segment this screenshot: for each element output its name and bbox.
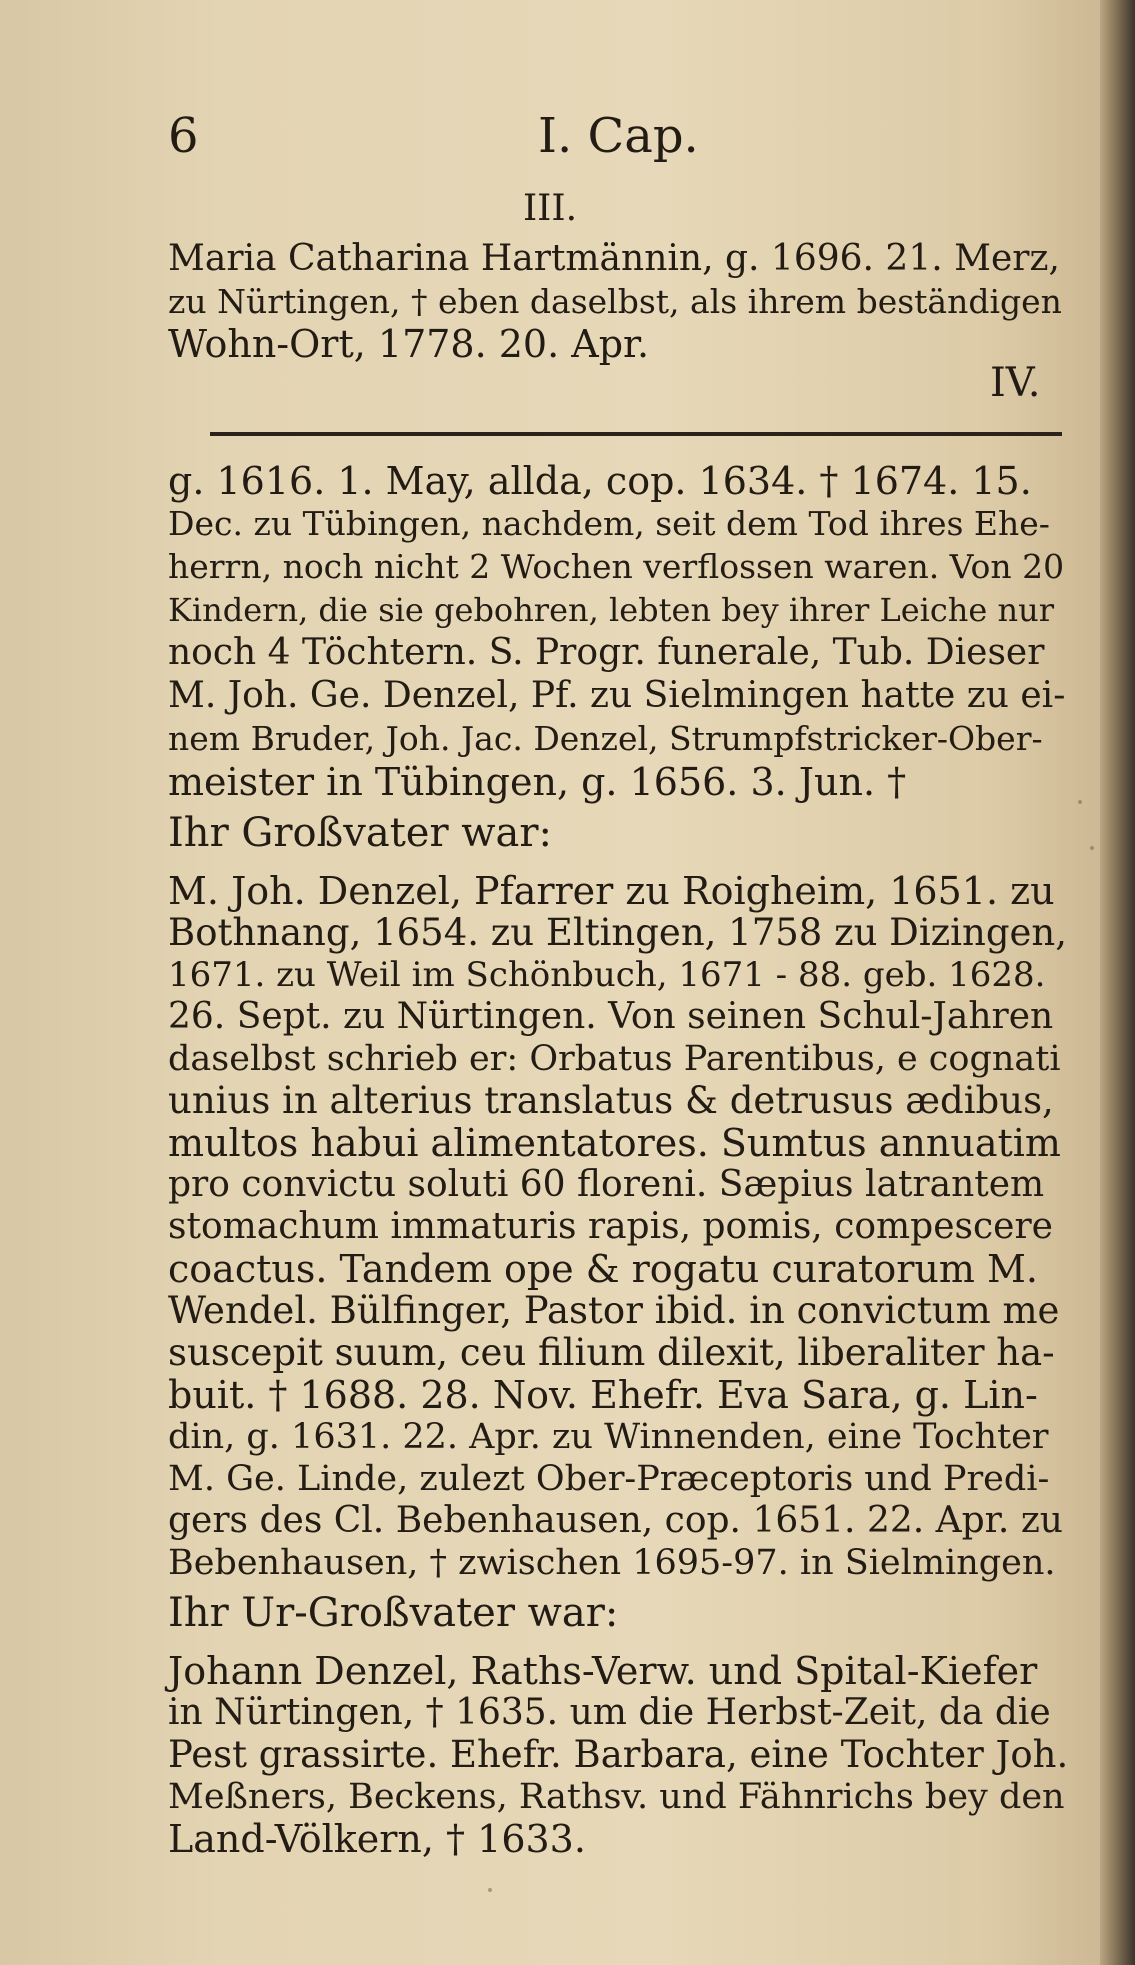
text-line: Maria Catharina Hartmännin, g. 1696. 21. Merz, [168, 238, 1060, 279]
text-line: Pest grassirte. Ehefr. Barbara, eine Tochter Joh. [168, 1733, 1069, 1776]
text-line: Kindern, die sie gebohren, lebten bey ihrer Leiche nur [168, 591, 1055, 629]
grandfather-heading: Ihr Großvater war: [168, 810, 552, 856]
text-line: multos habui alimentatores. Sumtus annuatim [168, 1121, 1061, 1165]
text-line: Land-Völkern, † 1633. [168, 1817, 586, 1861]
section-numeral-iv: IV. [990, 360, 1041, 406]
text-line: nem Bruder, Joh. Jac. Denzel, Strumpfstricker-Ober- [168, 719, 1043, 758]
text-line: gers des Cl. Bebenhausen, cop. 1651. 22. Apr. zu [168, 1500, 1063, 1541]
text-line: coactus. Tandem ope & rogatu curatorum M. [168, 1247, 1038, 1291]
section-numeral-iii: III. [522, 188, 578, 229]
text-line: buit. † 1688. 28. Nov. Ehefr. Eva Sara, g. Lin- [168, 1373, 1038, 1417]
text-line: stomachum immaturis rapis, pomis, compescere [168, 1206, 1053, 1247]
paper-speck [1078, 800, 1082, 804]
chapter-heading: I. Cap. [538, 108, 699, 164]
text-line: Bebenhausen, † zwischen 1695-97. in Sielmingen. [168, 1543, 1056, 1583]
text-line: M. Joh. Denzel, Pfarrer zu Roigheim, 1651. zu [168, 869, 1055, 913]
text-line: Wendel. Bülfinger, Pastor ibid. in convictum me [168, 1289, 1060, 1332]
text-line: herrn, noch nicht 2 Wochen verflossen waren. Von 20 [168, 547, 1065, 586]
text-line: meister in Tübingen, g. 1656. 3. Jun. † [168, 760, 907, 804]
text-line: Johann Denzel, Raths-Verw. und Spital-Kiefer [168, 1649, 1038, 1693]
paper-speck [488, 1888, 492, 1892]
page-number: 6 [168, 108, 199, 164]
text-line: suscepit suum, ceu filium dilexit, liberaliter ha- [168, 1331, 1055, 1374]
text-line: Meßners, Beckens, Rathsv. und Fähnrichs bey den [168, 1777, 1065, 1817]
text-line: M. Joh. Ge. Denzel, Pf. zu Sielmingen hatte zu ei- [168, 675, 1066, 716]
text-line: g. 1616. 1. May, allda, cop. 1634. † 1674. 15. [168, 459, 1032, 503]
text-line: M. Ge. Linde, zulezt Ober-Præceptoris und Predi- [168, 1459, 1050, 1499]
page-edge-shadow [1100, 0, 1135, 1965]
section-divider [210, 432, 1062, 436]
text-line: 26. Sept. zu Nürtingen. Von seinen Schul-Jahren [168, 996, 1054, 1037]
text-line: in Nürtingen, † 1635. um die Herbst-Zeit, da die [168, 1692, 1051, 1733]
text-line: 1671. zu Weil im Schönbuch, 1671 - 88. geb. 1628. [168, 955, 1046, 995]
text-line: noch 4 Töchtern. S. Progr. funerale, Tub. Dieser [168, 632, 1045, 673]
great-grandfather-heading: Ihr Ur-Großvater war: [168, 1590, 619, 1636]
text-line: zu Nürtingen, † eben daselbst, als ihrem beständigen [168, 282, 1062, 321]
paper-speck [1090, 846, 1094, 850]
text-line: din, g. 1631. 22. Apr. zu Winnenden, eine Tochter [168, 1417, 1049, 1457]
text-line: Wohn-Ort, 1778. 20. Apr. [168, 322, 650, 366]
text-line: unius in alterius translatus & detrusus ædibus, [168, 1079, 1054, 1122]
text-line: Bothnang, 1654. zu Eltingen, 1758 zu Dizingen, [168, 911, 1068, 954]
text-line: daselbst schrieb er: Orbatus Parentibus, e cognati [168, 1039, 1061, 1079]
text-line: Dec. zu Tübingen, nachdem, seit dem Tod ihres Ehe- [168, 504, 1050, 543]
text-line: pro convictu soluti 60 floreni. Sæpius latrantem [168, 1164, 1045, 1205]
